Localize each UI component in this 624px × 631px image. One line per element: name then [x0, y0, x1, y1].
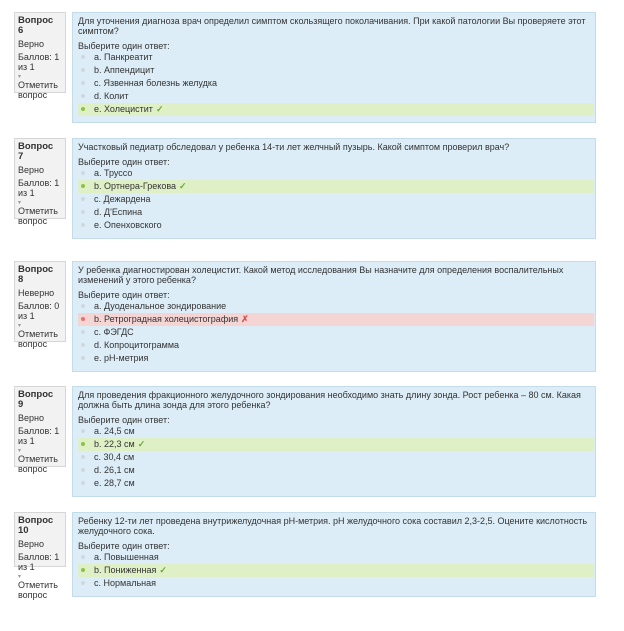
radio-button[interactable] [81, 455, 85, 459]
radio-button[interactable] [81, 304, 85, 308]
answer-option-label: d. Копроцитограмма [94, 340, 180, 350]
question-info [14, 138, 66, 226]
flag-question-label[interactable]: Отметить вопрос [18, 580, 58, 600]
radio-button[interactable] [81, 581, 85, 585]
question-state: Верно [18, 165, 44, 175]
radio-button[interactable] [81, 442, 85, 446]
radio-button[interactable] [81, 171, 85, 175]
question-info [14, 261, 66, 349]
answer-option-label: c. 30,4 см [94, 452, 135, 462]
flag-question-label[interactable]: Отметить вопрос [18, 454, 58, 474]
question-label: Вопрос [18, 389, 54, 400]
answer-options [78, 551, 590, 590]
answer-prompt: Выберите один ответ: [78, 157, 170, 167]
question-label: Вопрос [18, 515, 54, 526]
question-content [72, 138, 596, 239]
question-grade: Баллов: 1 из 1 [18, 552, 60, 572]
flag-question-label[interactable]: Отметить вопрос [18, 206, 58, 226]
question-content [72, 386, 596, 497]
answer-option[interactable] [78, 193, 594, 206]
question-state: Верно [18, 413, 44, 423]
flag-question-link[interactable] [18, 201, 62, 226]
answer-options [78, 425, 590, 490]
answer-option-label: b. Ортнера-Грекова [94, 181, 177, 191]
question-content [72, 261, 596, 372]
answer-option-label: c. ФЭГДС [94, 327, 134, 337]
flag-question-link[interactable] [18, 324, 62, 349]
answer-option-label: c. Дежардена [94, 194, 151, 204]
question-text: Для уточнения диагноза врач определил симптом скользящего поколачивания. При какой патологии Вы проверяете этот симптом? [78, 16, 586, 36]
radio-button[interactable] [81, 94, 85, 98]
answer-option[interactable] [78, 219, 594, 232]
answer-option[interactable] [78, 451, 594, 464]
flag-icon[interactable]: ▾ [18, 200, 22, 206]
answer-option[interactable] [78, 206, 594, 219]
radio-button[interactable] [81, 343, 85, 347]
answer-prompt: Выберите один ответ: [78, 41, 170, 51]
radio-button[interactable] [81, 568, 85, 572]
answer-option[interactable] [78, 477, 594, 490]
radio-button[interactable] [81, 330, 85, 334]
question-grade: Баллов: 1 из 1 [18, 426, 60, 446]
radio-button[interactable] [81, 81, 85, 85]
answer-option-label: d. 26,1 см [94, 465, 135, 475]
answer-options [78, 300, 590, 365]
question-grade: Баллов: 1 из 1 [18, 52, 60, 72]
question-label: Вопрос [18, 141, 54, 152]
answer-option[interactable] [78, 551, 594, 564]
flag-question-link[interactable] [18, 575, 62, 600]
answer-options [78, 167, 590, 232]
flag-question-label[interactable]: Отметить вопрос [18, 329, 58, 349]
answer-option[interactable] [78, 180, 594, 193]
flag-question-link[interactable] [18, 75, 62, 100]
answer-option-label: e. pH-метрия [94, 353, 149, 363]
answer-option-label: b. Ретроградная холецистография [94, 314, 239, 324]
flag-icon[interactable]: ▾ [18, 448, 22, 454]
question-state: Верно [18, 539, 44, 549]
radio-button[interactable] [81, 468, 85, 472]
flag-question-link[interactable] [18, 449, 62, 474]
question-info [14, 512, 66, 600]
answer-option-label: c. Язвенная болезнь желудка [94, 78, 218, 88]
answer-option-label: d. Колит [94, 91, 129, 101]
check-icon: ✓ [137, 439, 146, 449]
answer-option[interactable] [78, 577, 594, 590]
answer-option[interactable] [78, 64, 594, 77]
answer-option-label: a. Дуоденальное зондирование [94, 301, 227, 311]
question-text: Ребенку 12-ти лет проведена внутрижелудочная pH-метрия. pH желудочного сока составил 2,3-2,5. Оцените кислотность желудочного сока. [78, 516, 588, 536]
answer-option-label: b. 22,3 см [94, 439, 135, 449]
answer-option[interactable] [78, 352, 594, 365]
question-grade: Баллов: 0 из 1 [18, 301, 60, 321]
radio-button[interactable] [81, 223, 85, 227]
question-number: 8 [18, 274, 24, 285]
radio-button[interactable] [81, 107, 85, 111]
flag-icon[interactable]: ▾ [18, 74, 22, 80]
answer-option-label: a. Панкреатит [94, 52, 153, 62]
answer-option[interactable] [78, 326, 594, 339]
answer-option-label: b. Пониженная [94, 565, 157, 575]
question-text: Для проведения фракционного желудочного зондирования необходимо знать длину зонда. Рост ребенка – 80 см. Какая должна быть длина зонда для этого ребенка? [78, 390, 581, 410]
flag-icon[interactable]: ▾ [18, 574, 22, 580]
radio-button[interactable] [81, 317, 85, 321]
answer-option[interactable] [78, 339, 594, 352]
question-label: Вопрос [18, 264, 54, 275]
question-state: Неверно [18, 288, 55, 298]
question-info [14, 386, 66, 474]
answer-option-label: e. Опенховского [94, 220, 162, 230]
radio-button[interactable] [81, 210, 85, 214]
radio-button[interactable] [81, 184, 85, 188]
cross-icon: ✗ [241, 314, 249, 324]
question-info [14, 12, 66, 100]
question-number: 10 [18, 525, 29, 536]
answer-option[interactable] [78, 167, 594, 180]
answer-prompt: Выберите один ответ: [78, 290, 170, 300]
check-icon: ✓ [159, 565, 167, 575]
answer-option-label: d. Д'Еспина [94, 207, 143, 217]
answer-option[interactable] [78, 90, 594, 103]
answer-option-label: a. Повышенная [94, 552, 159, 562]
answer-option-label: e. Холецистит [94, 104, 153, 114]
answer-option[interactable] [78, 313, 594, 326]
answer-option[interactable] [78, 300, 594, 313]
answer-option[interactable] [78, 425, 594, 438]
radio-button[interactable] [81, 197, 85, 201]
question-state: Верно [18, 39, 44, 49]
answer-option[interactable] [78, 51, 594, 64]
answer-prompt: Выберите один ответ: [78, 415, 170, 425]
answer-option[interactable] [78, 564, 594, 577]
radio-button[interactable] [81, 68, 85, 72]
answer-option[interactable] [78, 464, 594, 477]
question-text: У ребенка диагностирован холецистит. Какой метод исследования Вы назначите для определения воспалительных изменений у этого ребенка? [78, 265, 564, 285]
answer-option[interactable] [78, 103, 594, 116]
radio-button[interactable] [81, 555, 85, 559]
radio-button[interactable] [81, 356, 85, 360]
question-content [72, 12, 596, 123]
question-grade: Баллов: 1 из 1 [18, 178, 60, 198]
flag-question-label[interactable]: Отметить вопрос [18, 80, 58, 100]
flag-icon[interactable]: ▾ [18, 323, 22, 329]
question-number: 9 [18, 399, 24, 410]
answer-option-label: a. Труссо [94, 168, 133, 178]
question-number: 6 [18, 25, 24, 36]
radio-button[interactable] [81, 55, 85, 59]
answer-prompt: Выберите один ответ: [78, 541, 170, 551]
answer-option-label: c. Нормальная [94, 578, 156, 588]
answer-option-label: b. Аппендицит [94, 65, 155, 75]
question-label: Вопрос [18, 15, 54, 26]
answer-option[interactable] [78, 77, 594, 90]
question-number: 7 [18, 151, 24, 162]
radio-button[interactable] [81, 481, 85, 485]
answer-options [78, 51, 590, 116]
question-content [72, 512, 596, 597]
check-icon: ✓ [155, 104, 164, 114]
radio-button[interactable] [81, 429, 85, 433]
answer-option-label: a. 24,5 см [94, 426, 135, 436]
answer-option[interactable] [78, 438, 594, 451]
check-icon: ✓ [179, 181, 187, 191]
question-text: Участковый педиатр обследовал у ребенка 14-ти лет желчный пузырь. Какой симптом проверил врач? [78, 142, 510, 152]
answer-option-label: e. 28,7 см [94, 478, 135, 488]
